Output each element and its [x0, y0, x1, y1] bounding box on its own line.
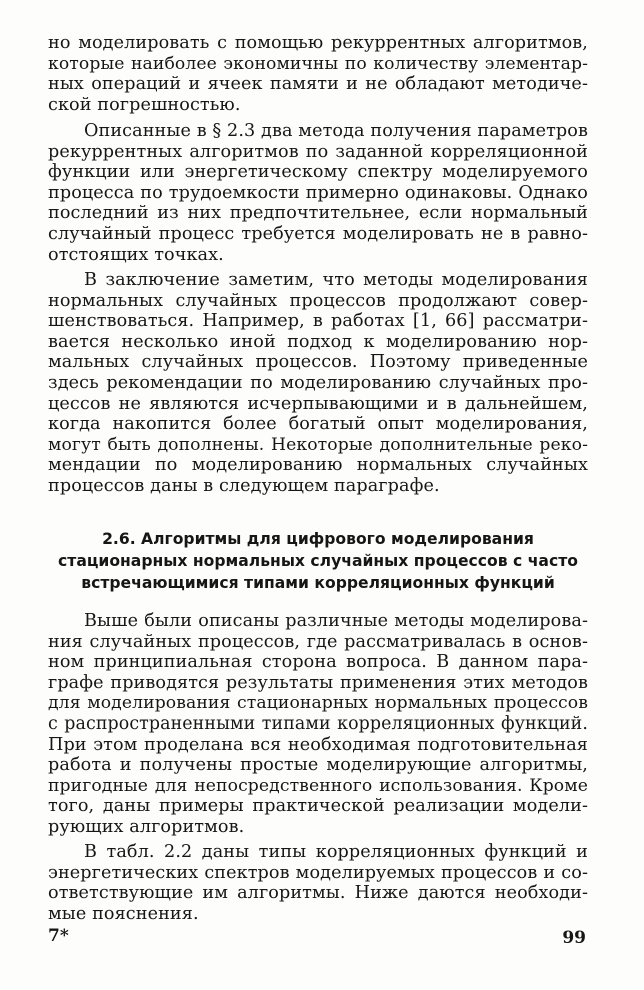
heading-line: 2.6. Алгоритмы для цифрового моделирования — [102, 530, 534, 548]
text-line: ответствующие им алгоритмы. Ниже даются необходи- — [48, 883, 588, 904]
text-line: ния случайных процессов, где рассматривалась в основ- — [48, 631, 588, 652]
text-line: цессов не являются исчерпывающими и в дальнейшем, — [48, 393, 588, 414]
signature-mark: 7* — [48, 926, 69, 946]
text-line: случайный процесс требуется моделировать не в равно- — [48, 223, 588, 244]
paragraph-table-ref — [48, 842, 588, 924]
text-line: пригодные для непосредственного использования. Кроме — [48, 775, 588, 796]
paragraph-intro — [48, 611, 588, 838]
text-line: графе приводятся результаты применения этих методов — [48, 672, 588, 693]
text-line: энергетических спектров моделируемых процессов и со- — [48, 862, 588, 883]
text-line: В заключение заметим, что методы моделирования — [84, 270, 588, 290]
text-line: нормальных случайных процессов продолжают совер- — [48, 290, 588, 311]
text-line: но моделировать с помощью рекуррентных алгоритмов, — [48, 33, 588, 53]
text-line: ской погрешностью. — [48, 94, 241, 115]
section-heading — [48, 528, 588, 594]
text-line: функции или энергетическому спектру моделируемого — [48, 162, 588, 183]
text-line: процесса по трудоемкости примерно одинаковы. Однако — [48, 182, 588, 203]
text-line: для моделирования стационарных нормальных процессов — [48, 693, 588, 714]
paragraph-conclusion — [48, 270, 588, 497]
text-line: того, даны примеры практической реализации модели- — [48, 796, 588, 817]
text-line: которые наиболее экономичны по количеству элементар- — [48, 53, 588, 74]
text-line: мые пояснения. — [48, 903, 199, 924]
text-line: вается несколько иной подход к моделированию нор- — [48, 331, 588, 352]
text-line: отстоящих точках. — [48, 244, 224, 265]
text-line: рекуррентных алгоритмов по заданной корреляционной — [48, 141, 588, 162]
text-line: с распространенными типами корреляционных функций. — [48, 713, 588, 734]
text-line: Описанные в § 2.3 два метода получения параметров — [84, 121, 588, 141]
text-line: мендации по моделированию нормальных случайных — [48, 455, 588, 476]
text-line: При этом проделана вся необходимая подготовительная — [48, 734, 588, 755]
paragraph-methods — [48, 121, 588, 265]
text-line: мальных случайных процессов. Поэтому приведенные — [48, 352, 588, 373]
text-line: В табл. 2.2 даны типы корреляционных функций и — [84, 842, 588, 862]
text-line: рующих алгоритмов. — [48, 816, 245, 837]
text-line: шенствоваться. Например, в работах [1, 66] рассматри- — [48, 311, 588, 332]
text-line: процессов даны в следующем параграфе. — [48, 475, 440, 496]
text-line: ных операций и ячеек памяти и не обладают методиче- — [48, 74, 588, 95]
page-number: 99 — [562, 928, 586, 948]
text-line: ном принципиальная сторона вопроса. В данном пара- — [48, 652, 588, 673]
heading-line: встречающимися типами корреляционных функций — [81, 574, 555, 592]
text-line: работа и получены простые моделирующие алгоритмы, — [48, 755, 588, 776]
text-line: последний из них предпочтительнее, если нормальный — [48, 203, 588, 224]
text-line: когда накопится более богатый опыт моделирования, — [48, 414, 588, 435]
text-line: могут быть дополнены. Некоторые дополнительные реко- — [48, 434, 588, 455]
text-line: Выше были описаны различные методы моделирова- — [84, 611, 588, 631]
text-line: здесь рекомендации по моделированию случайных про- — [48, 372, 588, 393]
paragraph-continuation — [48, 33, 588, 115]
heading-line: стационарных нормальных случайных процессов с часто — [58, 552, 578, 570]
